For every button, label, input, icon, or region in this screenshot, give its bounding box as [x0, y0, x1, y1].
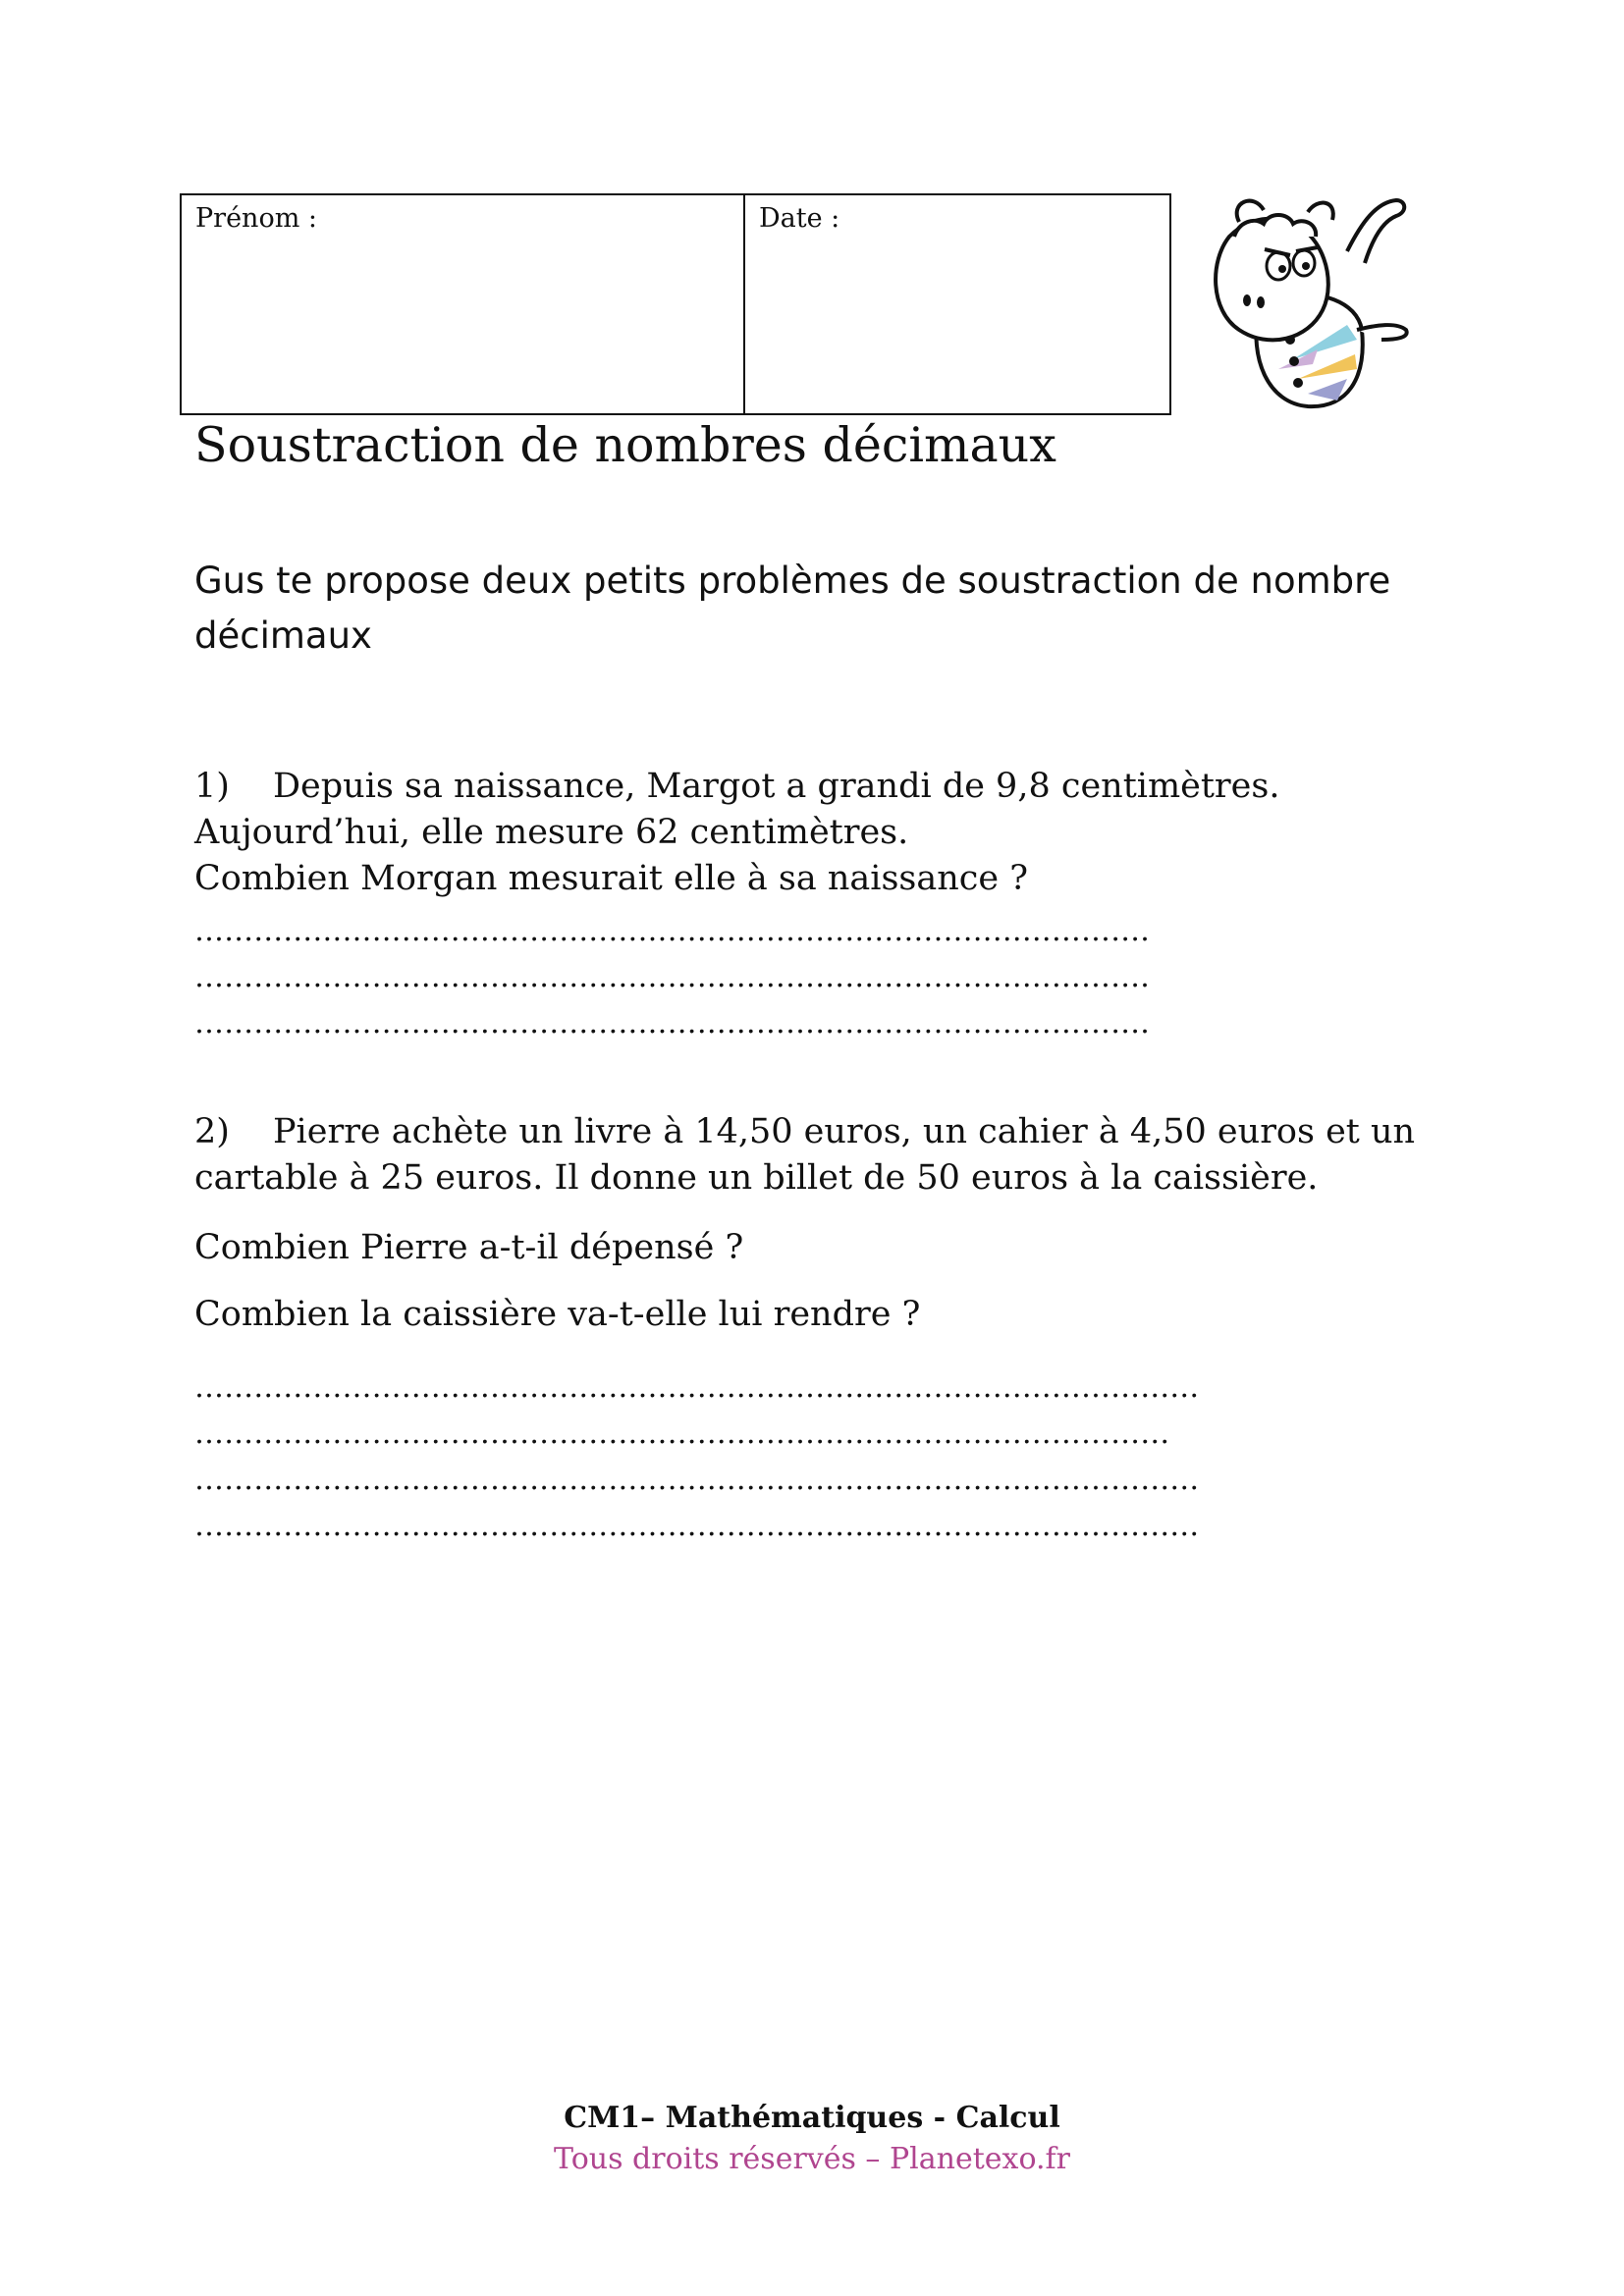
problem-2-question-1: [194, 1225, 1451, 1271]
problem-2-question-1-text: Combien Pierre a-t-il dépensé ?: [194, 1228, 744, 1267]
answer-line[interactable]: …………………………………………………………………………………………: [194, 1463, 1200, 1497]
problem-2-line-1: Pierre achète un livre à 14,50 euros, un cahier à 4,50 euros et un: [273, 1112, 1416, 1151]
problem-1-line-2: Aujourd’hui, elle mesure 62 centimètres.: [194, 813, 909, 852]
problem-2-answer-area[interactable]: [194, 1364, 1439, 1549]
problem-2-number: 2): [194, 1112, 230, 1151]
problem-2-question-2: [194, 1292, 1451, 1338]
answer-line[interactable]: ………………………………………………………………………………………: [194, 1416, 1170, 1451]
answer-line[interactable]: …………………………………………………………………………………………: [194, 1370, 1200, 1405]
footer-rights: Tous droits réservés – Planetexo.fr: [554, 2142, 1070, 2176]
date-cell[interactable]: [745, 195, 1169, 413]
sheep-mascot-icon: [1200, 192, 1414, 418]
answer-line[interactable]: …………………………………………………………………………………………: [194, 1509, 1200, 1543]
problem-1-number: 1): [194, 767, 230, 806]
intro-text: Gus te propose deux petits problèmes de soustraction de nombre décimaux: [194, 560, 1391, 657]
problem-2-line-2: cartable à 25 euros. Il donne un billet de 50 euros à la caissière.: [194, 1158, 1319, 1198]
problem-1: [194, 764, 1451, 902]
problem-2-question-2-text: Combien la caissière va-t-elle lui rendre ?: [194, 1295, 921, 1334]
answer-line[interactable]: …………………………………………………………………………………….: [194, 914, 1150, 948]
student-info-table: [180, 193, 1171, 415]
footer-course: CM1– Mathématiques - Calcul: [564, 2101, 1060, 2135]
problem-1-question: Combien Morgan mesurait elle à sa naissance ?: [194, 859, 1029, 898]
date-label: Date :: [759, 203, 840, 234]
answer-line[interactable]: …………………………………………………………………………………….: [194, 960, 1150, 994]
problem-1-answer-area[interactable]: [194, 908, 1363, 1046]
answer-line[interactable]: …………………………………………………………………………………….: [194, 1006, 1150, 1041]
name-cell[interactable]: [182, 195, 745, 413]
problem-1-line-1: Depuis sa naissance, Margot a grandi de 9,8 centimètres.: [273, 767, 1280, 806]
page-title: Soustraction de nombres décimaux: [194, 417, 1056, 473]
name-label: Prénom :: [195, 203, 317, 234]
problem-2: [194, 1109, 1451, 1201]
